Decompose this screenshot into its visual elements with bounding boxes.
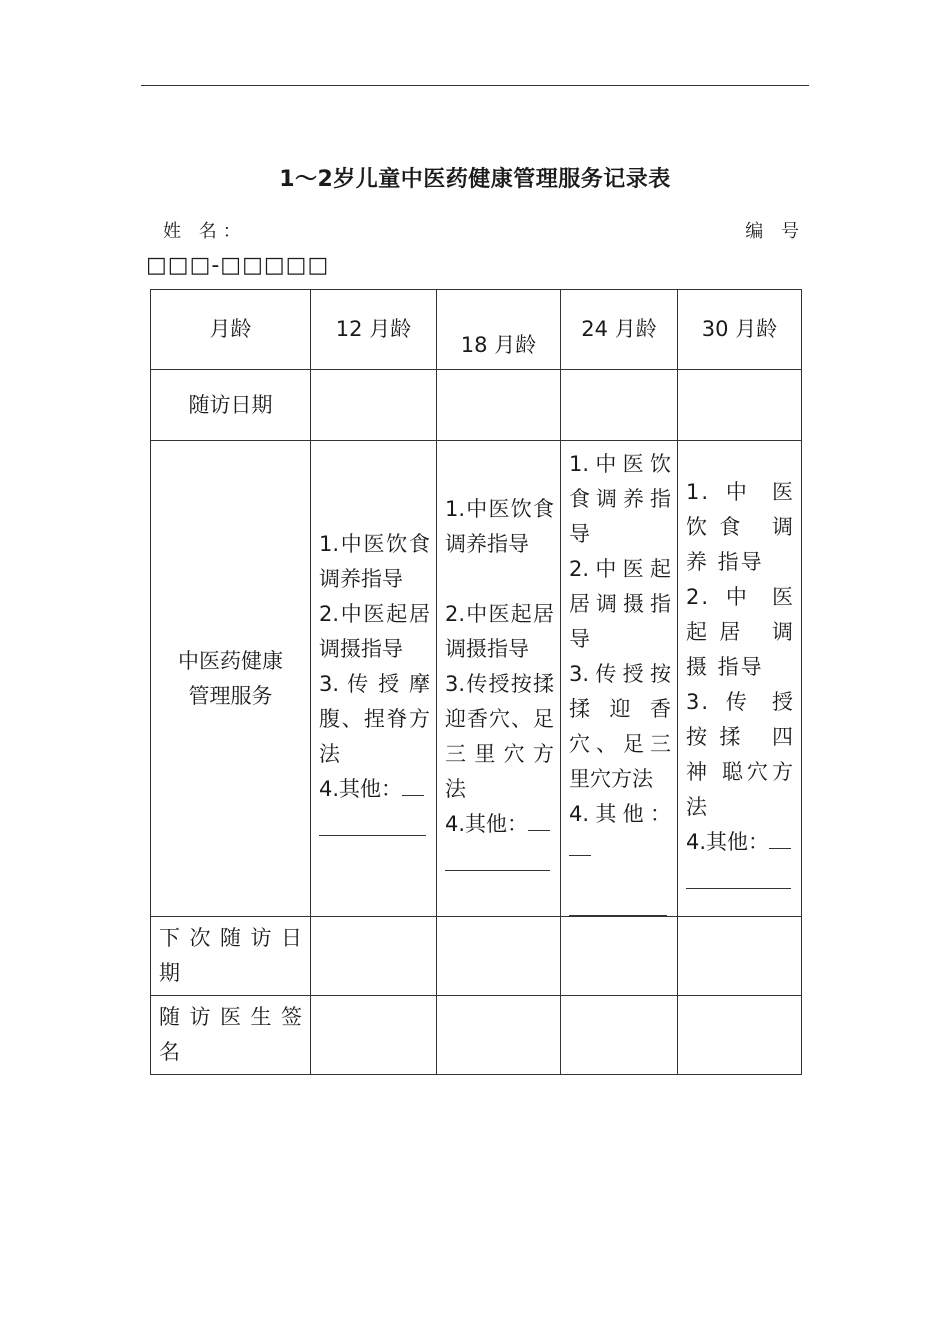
next-visit-cell-12[interactable] bbox=[311, 917, 437, 996]
name-label: 姓 名： bbox=[163, 221, 247, 242]
age-col-24: 24 月龄 bbox=[561, 290, 678, 370]
doctor-signature-label bbox=[151, 996, 311, 1075]
service-item-diet: 1.中医饮食调养指导 bbox=[445, 497, 554, 556]
age-col-30: 30 月龄 bbox=[678, 290, 802, 370]
service-item-massage: 3. 传 授 按揉 四 神 聪穴方法 bbox=[686, 689, 795, 819]
service-item-daily-life: 2.中医起居调摄指导 bbox=[569, 557, 671, 651]
service-label-line1: 中医药健康 bbox=[178, 648, 283, 673]
other-blank-short bbox=[769, 826, 791, 849]
service-item-other-label: 4.其他： bbox=[445, 812, 529, 836]
next-visit-cell-24[interactable] bbox=[561, 917, 678, 996]
service-item-daily-life: 2. 中 医 起居 调 摄 指导 bbox=[686, 584, 795, 679]
service-item-other-label: 4.其他： bbox=[569, 802, 671, 826]
age-col-18-label: 18 月龄 bbox=[460, 333, 537, 357]
next-visit-cell-18[interactable] bbox=[437, 917, 561, 996]
doctor-signature-cell-24[interactable] bbox=[561, 996, 678, 1075]
service-item-other bbox=[319, 772, 430, 807]
service-item-massage: 3. 传 授 摩腹、捏脊方法 bbox=[319, 672, 430, 766]
service-label bbox=[151, 441, 311, 917]
header-rule bbox=[141, 85, 809, 86]
next-visit-label-b: 期 bbox=[159, 961, 180, 985]
next-visit-row bbox=[151, 917, 802, 996]
next-visit-label bbox=[151, 917, 311, 996]
doctor-signature-cell-18[interactable] bbox=[437, 996, 561, 1075]
service-item-diet: 1.中医饮食调养指导 bbox=[319, 532, 430, 591]
other-blank-short bbox=[528, 808, 550, 831]
service-item-daily-life: 2.中医起居调摄指导 bbox=[445, 602, 554, 661]
other-blank-short bbox=[402, 773, 424, 796]
age-col-12: 12 月龄 bbox=[311, 290, 437, 370]
document-title: 1～2岁儿童中医药健康管理服务记录表 bbox=[279, 167, 671, 192]
other-blank-line[interactable] bbox=[319, 807, 426, 836]
number-label: 编 号 bbox=[745, 221, 805, 242]
age-col-18 bbox=[437, 290, 561, 370]
id-code-boxes: □□□-□□□□□ bbox=[146, 253, 330, 278]
next-visit-cell-30[interactable] bbox=[678, 917, 802, 996]
service-item-other bbox=[686, 825, 795, 860]
service-item-other-label: 4.其他： bbox=[686, 829, 770, 854]
service-item-diet: 1. 中 医 饮食 调 养 指导 bbox=[686, 479, 795, 574]
doctor-signature-cell-12[interactable] bbox=[311, 996, 437, 1075]
service-item-massage: 3.传授按揉迎香穴、足三里穴方法 bbox=[569, 662, 671, 791]
next-visit-label-a: 下 次 随 访 日 bbox=[159, 926, 302, 950]
visit-date-row bbox=[151, 370, 802, 441]
service-cell-12[interactable] bbox=[311, 441, 437, 917]
service-item-other-label: 4.其他： bbox=[319, 777, 403, 801]
doctor-signature-row bbox=[151, 996, 802, 1075]
service-item-other bbox=[569, 797, 671, 867]
other-blank-short bbox=[569, 833, 591, 856]
visit-date-label: 随访日期 bbox=[151, 370, 311, 441]
visit-date-cell-24[interactable] bbox=[561, 370, 678, 441]
age-header-label: 月龄 bbox=[151, 290, 311, 370]
service-cell-18[interactable] bbox=[437, 441, 561, 917]
age-header-row bbox=[151, 290, 802, 370]
doctor-signature-label-a: 随 访 医 生 签 bbox=[159, 1005, 302, 1029]
visit-date-cell-18[interactable] bbox=[437, 370, 561, 441]
service-item-daily-life: 2.中医起居调摄指导 bbox=[319, 602, 430, 661]
service-row bbox=[151, 441, 802, 917]
service-item-massage: 3.传授按揉迎香穴、足三 里 穴 方法 bbox=[445, 672, 554, 801]
other-blank-line[interactable] bbox=[686, 860, 791, 889]
service-label-line2: 管理服务 bbox=[188, 683, 273, 708]
service-cell-24[interactable] bbox=[561, 441, 678, 917]
visit-date-cell-30[interactable] bbox=[678, 370, 802, 441]
record-table bbox=[150, 289, 802, 1075]
doctor-signature-label-b: 名 bbox=[159, 1040, 180, 1064]
other-blank-line[interactable] bbox=[569, 887, 667, 916]
service-item-diet: 1.中医饮食调养指导 bbox=[569, 452, 671, 546]
other-blank-line[interactable] bbox=[445, 842, 550, 871]
service-cell-30[interactable] bbox=[678, 441, 802, 917]
service-spacer bbox=[445, 562, 554, 597]
doctor-signature-cell-30[interactable] bbox=[678, 996, 802, 1075]
service-item-other bbox=[445, 807, 554, 842]
visit-date-cell-12[interactable] bbox=[311, 370, 437, 441]
